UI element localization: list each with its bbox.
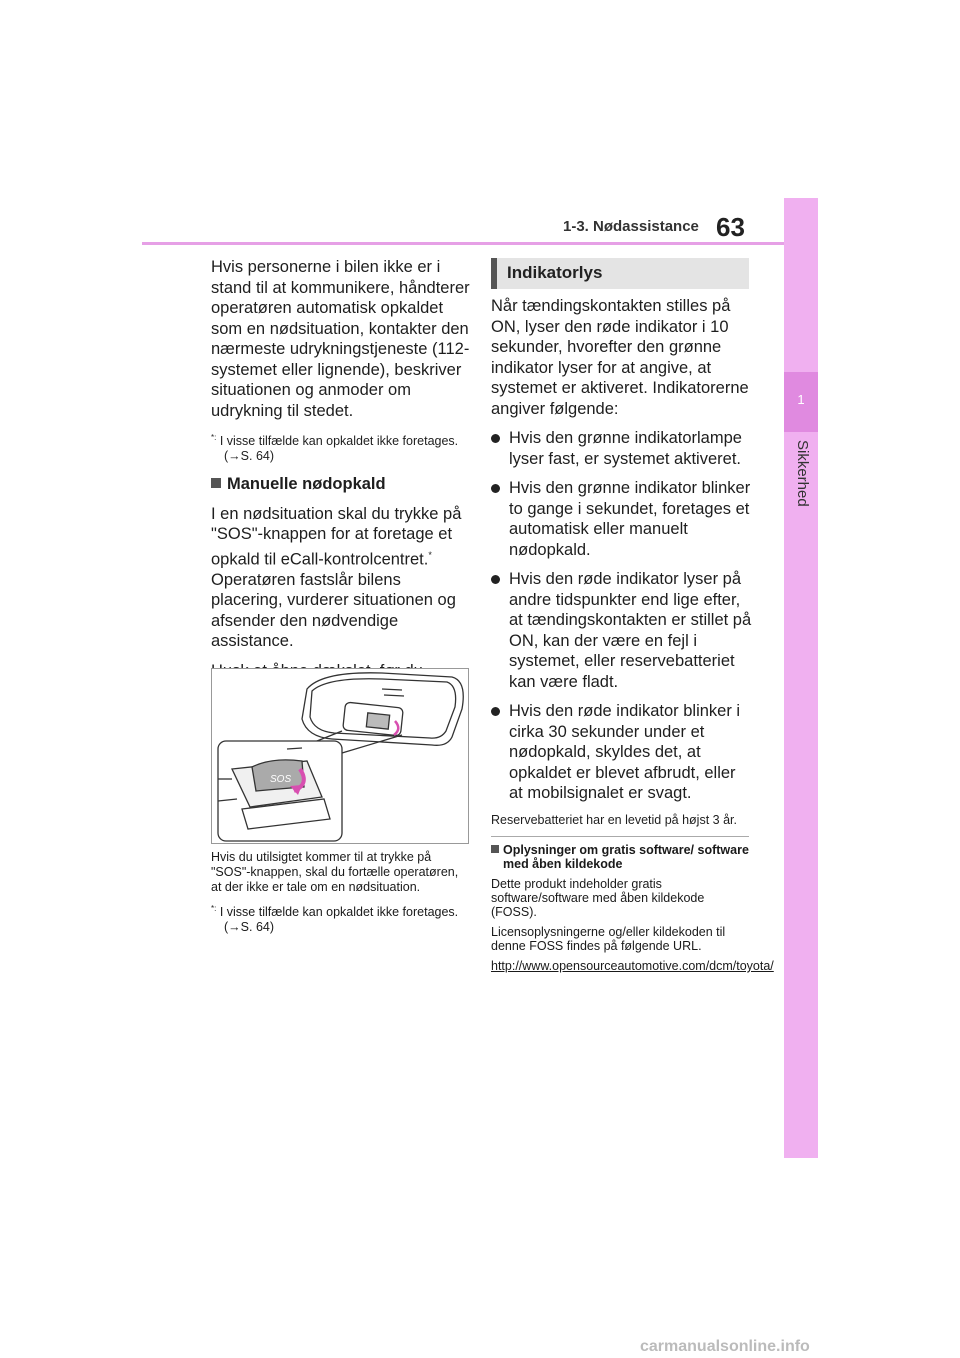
paragraph — [211, 504, 473, 652]
square-bullet-icon — [491, 845, 499, 853]
square-bullet-icon — [211, 478, 221, 488]
list-item: Hvis den røde indikator lyser på andre tidspunkter end lige efter, at tændingskontakten er stillet på ON, kan der være en fejl i systemet, eller reservebatteriet kan være fladt. — [491, 569, 753, 692]
intro-paragraph: Hvis personerne i bilen ikke er i stand til at kommunikere, håndterer operatøren automatisk opkaldet som en nødsituation, kontakter den nærmeste udrykningstjeneste (112-systemet eller lignende), beskriver situationen og anmoder om udrykning til stedet. — [211, 258, 470, 420]
sos-label: SOS — [270, 774, 292, 785]
section-heading-text: Manuelle nødopkald — [227, 475, 386, 494]
indicator-intro: Når tændingskontakten stilles på ON, lyser den røde indikator i 10 sekunder, hvorefter den grønne indikator lyser for at angive, at systemet er aktiveret. Indikatorerne angiver følgende: — [491, 297, 749, 418]
watermark: carmanualsonline.info — [640, 1338, 810, 1355]
foss-info — [491, 843, 774, 973]
left-column — [211, 257, 473, 702]
foss-paragraph: Licensoplysningerne og/eller kildekoden til denne FOSS findes på følgende URL. — [491, 925, 726, 953]
battery-note: Reservebatteriet har en levetid på højst 3 år. — [491, 812, 737, 827]
footnote-text: I visse tilfælde kan opkaldet ikke foretages. (→S. 64) — [219, 905, 459, 935]
sos-button-illustration — [211, 668, 469, 844]
footnote-mark: *: — [211, 433, 217, 442]
indicator-section-title: Indikatorlys — [507, 263, 603, 282]
footnote-ref: * — [428, 549, 432, 560]
footnote-text: I visse tilfælde kan opkaldet ikke foretages. (→S. 64) — [219, 434, 459, 464]
list-item: Hvis den røde indikator blinker i cirka 30 sekunder under et nødopkald, skyldes det, at opkaldet er blevet afbrudt, eller at mobilsignalet er svagt. — [491, 701, 753, 804]
list-item: Hvis den grønne indikatorlampe lyser fast, er systemet aktiveret. — [491, 428, 753, 469]
section-title: 1-3. Nødassistance — [563, 218, 699, 235]
header-rule — [142, 242, 784, 245]
chapter-label: Sikkerhed — [794, 440, 811, 507]
section-heading — [211, 474, 473, 495]
footnote — [211, 430, 473, 464]
foss-heading-text: Oplysninger om gratis software/ software med åben kildekode — [503, 843, 749, 871]
footnote — [211, 901, 467, 935]
chapter-number: 1 — [797, 392, 805, 407]
right-column — [491, 296, 753, 828]
paragraph-text: I en nødsituation skal du trykke på "SOS"-knappen for at foretage et opkald til eCall-kontrolcentret. — [211, 504, 462, 569]
figure-caption — [211, 850, 467, 935]
caption-text: Hvis du utilsigtet kommer til at trykke på "SOS"-knappen, skal du fortælle operatøren, at der ikke er tale om en nødsituation. — [211, 850, 459, 894]
foss-paragraph: Dette produkt indeholder gratis software/software med åben kildekode (FOSS). — [491, 877, 705, 919]
foss-url-link[interactable]: http://www.opensourceautomotive.com/dcm/toyota/ — [491, 959, 774, 973]
list-item: Hvis den grønne indikator blinker to gange i sekundet, foretages et automatisk eller manuelt nødopkald. — [491, 478, 753, 560]
chapter-side-tab — [784, 198, 818, 1158]
paragraph-text: Operatøren fastslår bilens placering, vurderer situationen og afsender den nødvendige assistance. — [211, 570, 456, 651]
indicator-section-header — [491, 258, 749, 289]
page-number: 63 — [716, 212, 745, 242]
divider — [491, 836, 749, 837]
footnote-mark: *: — [211, 904, 217, 913]
foss-heading — [491, 843, 749, 871]
overhead-console-drawing — [212, 669, 468, 843]
